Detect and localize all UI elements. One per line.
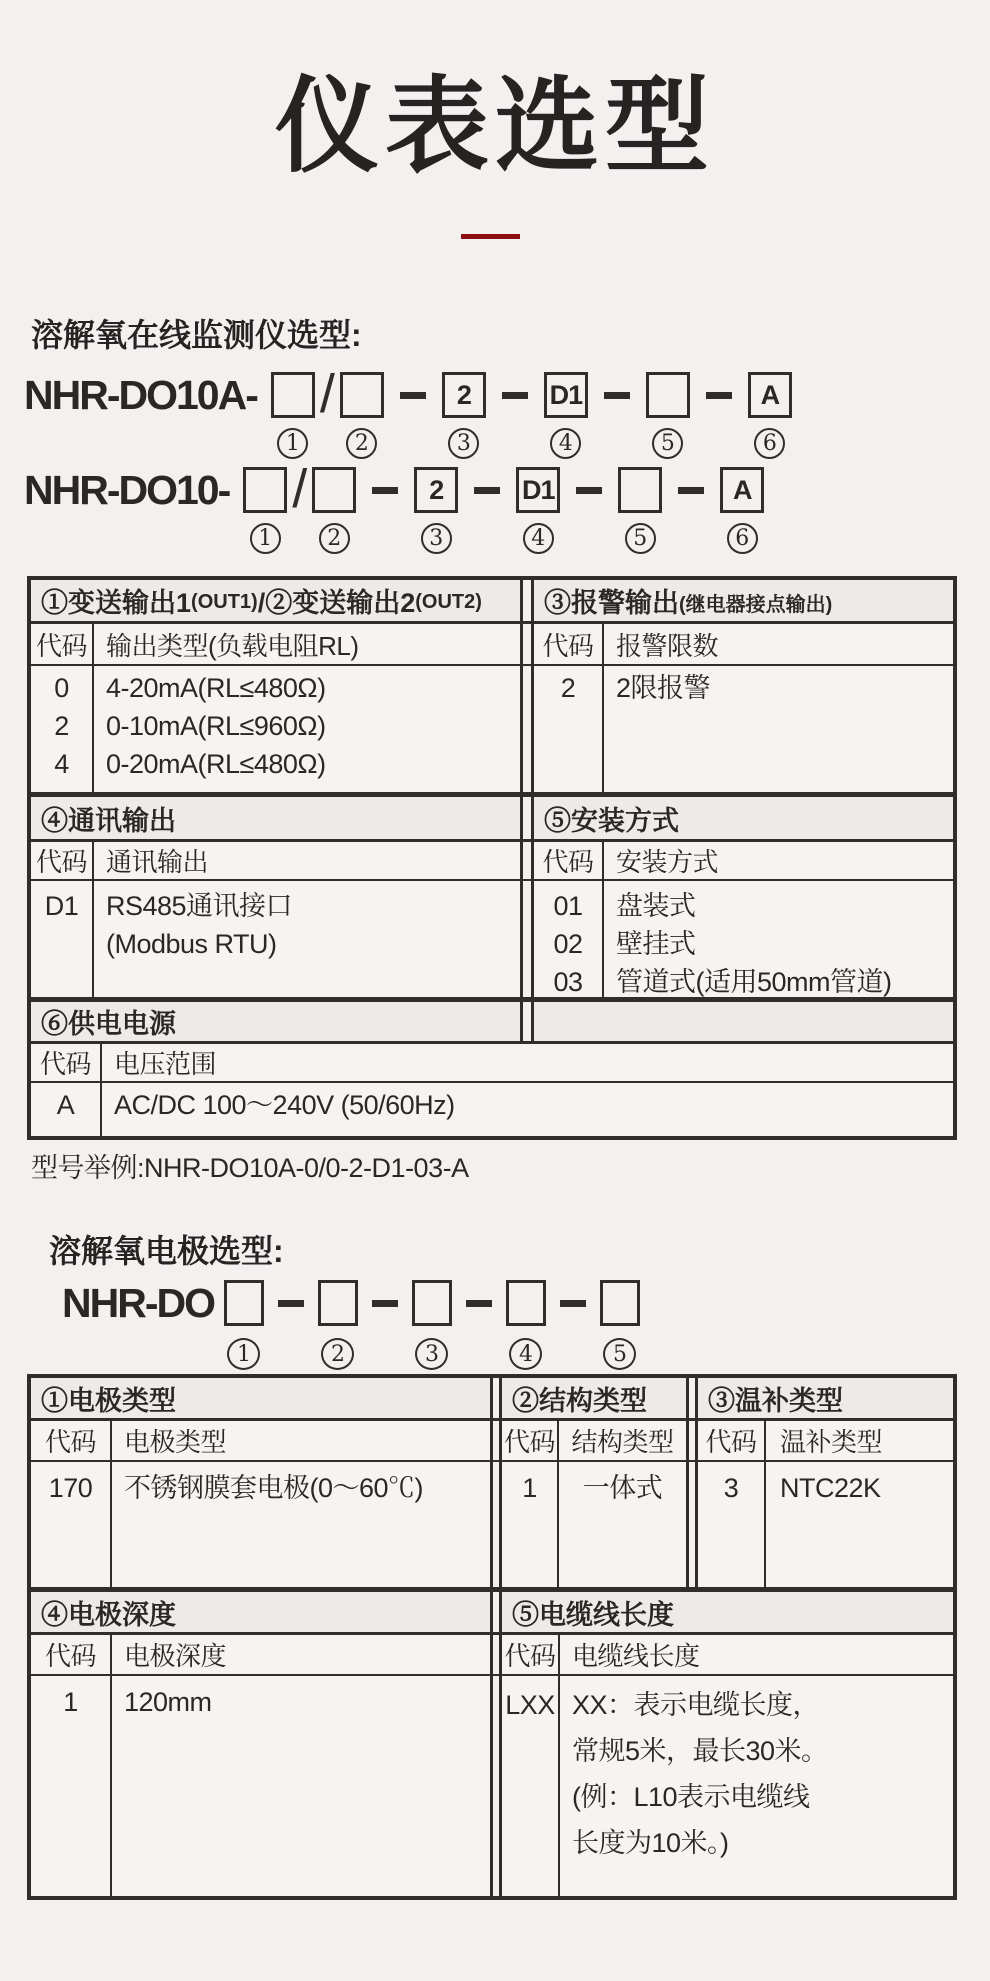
model-slot-number: 4	[523, 523, 554, 554]
dash-separator	[560, 1300, 586, 1307]
model-slot-number: 2	[346, 428, 377, 459]
table-divider-gap	[523, 842, 531, 879]
col-header-code: 代码	[31, 624, 94, 664]
table-cell-code: 1	[63, 1687, 78, 1717]
dash-separator	[706, 392, 732, 399]
table-cell-code: 02	[553, 929, 583, 959]
header-alarm-output: ③报警输出 (继电器接点输出)	[544, 588, 833, 618]
model-slot	[271, 372, 315, 459]
table-band	[31, 1635, 953, 1676]
model-slot	[243, 467, 287, 554]
desc-column	[604, 881, 953, 997]
model-diagram-do10a	[24, 364, 792, 459]
table-band	[31, 842, 953, 881]
desc-column	[766, 1462, 953, 1587]
model-box	[412, 1280, 452, 1326]
table-cell-code: 1	[522, 1473, 537, 1503]
table-cell-desc: (Modbus RTU)	[106, 929, 277, 959]
model-box	[243, 467, 287, 513]
slash-separator: /	[319, 364, 335, 424]
col-header-code: 代码	[502, 1421, 559, 1460]
table-cell-desc: AC/DC 100～240V (50/60Hz)	[114, 1090, 455, 1120]
table-cell-code: 4	[54, 749, 69, 779]
table-cell-desc: 壁挂式	[616, 929, 696, 959]
model-slot	[720, 467, 764, 554]
desc-column	[560, 1676, 953, 1896]
dash-separator	[372, 1300, 398, 1307]
model-slot-number: 4	[509, 1338, 542, 1370]
slash-separator: /	[292, 459, 308, 519]
col-header-code: 代码	[534, 624, 604, 664]
col-header-code: 代码	[31, 1635, 112, 1674]
table-band	[31, 1676, 953, 1896]
table-band	[31, 1044, 953, 1083]
dash-separator	[502, 392, 528, 399]
table-divider-gap	[523, 797, 531, 839]
table-cell-code: 170	[48, 1473, 93, 1503]
code-column	[31, 1083, 102, 1136]
model-slot	[544, 372, 588, 459]
model-slot	[516, 467, 560, 554]
dash-separator	[604, 392, 630, 399]
desc-column	[604, 666, 953, 792]
model-slot-number: 3	[421, 523, 452, 554]
model-prefix: NHR-DO	[62, 1280, 214, 1326]
model-prefix: NHR-DO10-	[24, 467, 230, 513]
desc-column	[94, 881, 520, 997]
header-mount-type: ⑤安装方式	[544, 805, 679, 836]
table-divider-gap	[523, 666, 531, 792]
col-header-code: 代码	[31, 1044, 102, 1081]
col-header-code: 代码	[502, 1635, 560, 1674]
dash-separator	[278, 1300, 304, 1307]
table-band	[31, 624, 953, 666]
table-band	[31, 1378, 953, 1421]
model-box	[312, 467, 356, 513]
model-slot-number: 6	[754, 428, 785, 459]
page-title: 仪表选型	[274, 69, 715, 185]
model-box	[271, 372, 315, 418]
title-underline	[461, 234, 520, 239]
table-cell-code: 0	[54, 673, 69, 703]
table-cell-code: D1	[44, 891, 79, 921]
model-box	[224, 1280, 264, 1326]
table-cell-code: LXX	[505, 1690, 555, 1720]
table-divider-gap	[523, 580, 531, 621]
col-header-desc: 电缆线长度	[572, 1641, 700, 1671]
table-cell-desc: NTC22K	[780, 1473, 881, 1503]
col-header-code: 代码	[31, 1421, 112, 1460]
table-cell-desc: XX：表示电缆长度，	[572, 1690, 820, 1720]
dash-separator	[372, 487, 398, 494]
table-cell-desc: 长度为10米。)	[572, 1828, 729, 1858]
model-slot	[412, 1280, 452, 1370]
model-slot-number: 2	[319, 523, 350, 554]
desc-column	[102, 1083, 953, 1136]
model-slot-number: 1	[250, 523, 281, 554]
model-box: 2	[442, 372, 486, 418]
table-cell-desc: 2限报警	[616, 673, 711, 703]
col-header-code: 代码	[31, 842, 94, 879]
model-slot-number: 3	[448, 428, 479, 459]
table-cell-code: A	[56, 1090, 75, 1120]
table-cell-desc: 管道式(适用50mm管道)	[616, 967, 892, 997]
desc-column	[94, 666, 520, 792]
model-slot	[618, 467, 662, 554]
table-band	[31, 580, 953, 624]
col-header-desc: 电压范围	[114, 1049, 217, 1079]
header-electrode-depth: ④电极深度	[41, 1599, 176, 1630]
table-band	[31, 1083, 953, 1136]
table-band	[31, 1421, 953, 1462]
table-cell-code: 2	[54, 711, 69, 741]
model-box	[618, 467, 662, 513]
model-box: D1	[544, 372, 588, 418]
model-slot	[506, 1280, 546, 1370]
table-band	[31, 1002, 953, 1044]
model-slot-number: 2	[321, 1338, 354, 1370]
col-header-desc: 报警限数	[616, 630, 719, 661]
table-cell-desc: 4-20mA(RL≤480Ω)	[106, 673, 326, 703]
desc-column	[112, 1462, 490, 1587]
model-box: 2	[414, 467, 458, 513]
code-column	[31, 881, 94, 997]
model-slot	[600, 1280, 640, 1370]
header-electrode-type: ①电极类型	[41, 1385, 176, 1416]
table-cell-desc: 不锈钢膜套电极(0～60℃)	[124, 1473, 424, 1503]
col-header-code: 代码	[698, 1421, 766, 1460]
table-divider-gap	[523, 624, 531, 664]
code-column	[31, 1462, 112, 1587]
table-cell-desc: 盘装式	[616, 891, 696, 921]
table-cell-desc: 120mm	[124, 1687, 212, 1717]
dash-separator	[576, 487, 602, 494]
col-header-desc: 温补类型	[780, 1427, 883, 1457]
col-header-desc: 安装方式	[616, 847, 719, 877]
model-box	[340, 372, 384, 418]
col-header-desc: 结构类型	[571, 1427, 674, 1457]
table-cell-code: 3	[723, 1473, 739, 1503]
model-box	[646, 372, 690, 418]
header-power-supply: ⑥供电电源	[41, 1009, 176, 1039]
model-box	[318, 1280, 358, 1326]
model-example: 型号举例:NHR-DO10A-0/0-2-D1-03-A	[31, 1153, 469, 1183]
table-band	[31, 797, 953, 842]
table-band	[31, 1592, 953, 1635]
model-diagram-electrode	[62, 1280, 640, 1370]
table-cell-code: 2	[560, 673, 576, 703]
table-cell-desc: 一体式	[582, 1473, 663, 1503]
table-divider-gap	[523, 1002, 531, 1041]
table-divider-gap	[523, 881, 531, 997]
col-header-desc: 电极深度	[124, 1641, 227, 1671]
model-box: D1	[516, 467, 560, 513]
table-band	[31, 1462, 953, 1592]
table-cell-desc: RS485通讯接口	[106, 891, 293, 921]
model-slot-number: 3	[415, 1338, 448, 1370]
model-slot	[646, 372, 690, 459]
dash-separator	[400, 392, 426, 399]
empty-header-cell	[531, 1002, 953, 1041]
desc-column	[112, 1676, 490, 1896]
code-column	[698, 1462, 766, 1587]
model-slot	[340, 372, 384, 459]
electrode-section-heading: 溶解氧电极选型:	[49, 1233, 284, 1269]
model-prefix: NHR-DO10A-	[24, 372, 257, 418]
header-transmit-output: ①变送输出1 (OUT1) /②变送输出2 (OUT2)	[41, 588, 482, 618]
table-cell-code: 01	[553, 891, 583, 921]
model-slot-number: 4	[550, 428, 581, 459]
model-slot-number: 1	[227, 1338, 260, 1370]
col-header-desc: 输出类型(负载电阻RL)	[106, 630, 359, 661]
table-cell-desc: (例：L10表示电缆线	[572, 1782, 810, 1812]
model-box: A	[748, 372, 792, 418]
model-slot-number: 5	[652, 428, 683, 459]
header-comm-output: ④通讯输出	[41, 805, 176, 836]
col-header-desc: 电极类型	[124, 1427, 227, 1457]
code-column	[502, 1676, 560, 1896]
col-header-desc: 通讯输出	[106, 847, 209, 877]
model-slot-number: 6	[727, 523, 758, 554]
header-structure-type: ②结构类型	[512, 1385, 647, 1416]
header-cable-length: ⑤电缆线长度	[512, 1599, 674, 1630]
model-slot-number: 5	[603, 1338, 636, 1370]
table-cell-code: 03	[553, 967, 583, 997]
dash-separator	[466, 1300, 492, 1307]
dash-separator	[474, 487, 500, 494]
col-header-code: 代码	[534, 842, 604, 879]
electrode-selection-table	[27, 1374, 957, 1900]
table-band	[31, 666, 953, 797]
model-box: A	[720, 467, 764, 513]
desc-column	[559, 1462, 686, 1587]
monitor-section-heading: 溶解氧在线监测仪选型:	[31, 317, 362, 353]
model-slot	[312, 467, 356, 554]
monitor-selection-table	[27, 576, 957, 1140]
model-diagram-do10	[24, 459, 764, 554]
model-slot	[748, 372, 792, 459]
code-column	[31, 1676, 112, 1896]
dash-separator	[678, 487, 704, 494]
table-cell-desc: 0-10mA(RL≤960Ω)	[106, 711, 326, 741]
model-box	[506, 1280, 546, 1326]
model-slot	[442, 372, 486, 459]
model-box	[600, 1280, 640, 1326]
code-column	[502, 1462, 559, 1587]
model-slot	[318, 1280, 358, 1370]
code-column	[534, 881, 604, 997]
model-slot	[414, 467, 458, 554]
header-tcomp-type: ③温补类型	[708, 1385, 843, 1416]
model-slot-number: 5	[625, 523, 656, 554]
table-cell-desc: 0-20mA(RL≤480Ω)	[106, 749, 326, 779]
table-band	[31, 881, 953, 1002]
code-column	[31, 666, 94, 792]
model-slot	[224, 1280, 264, 1370]
table-cell-desc: 常规5米，最长30米。	[572, 1736, 828, 1766]
model-slot-number: 1	[277, 428, 308, 459]
code-column	[534, 666, 604, 792]
